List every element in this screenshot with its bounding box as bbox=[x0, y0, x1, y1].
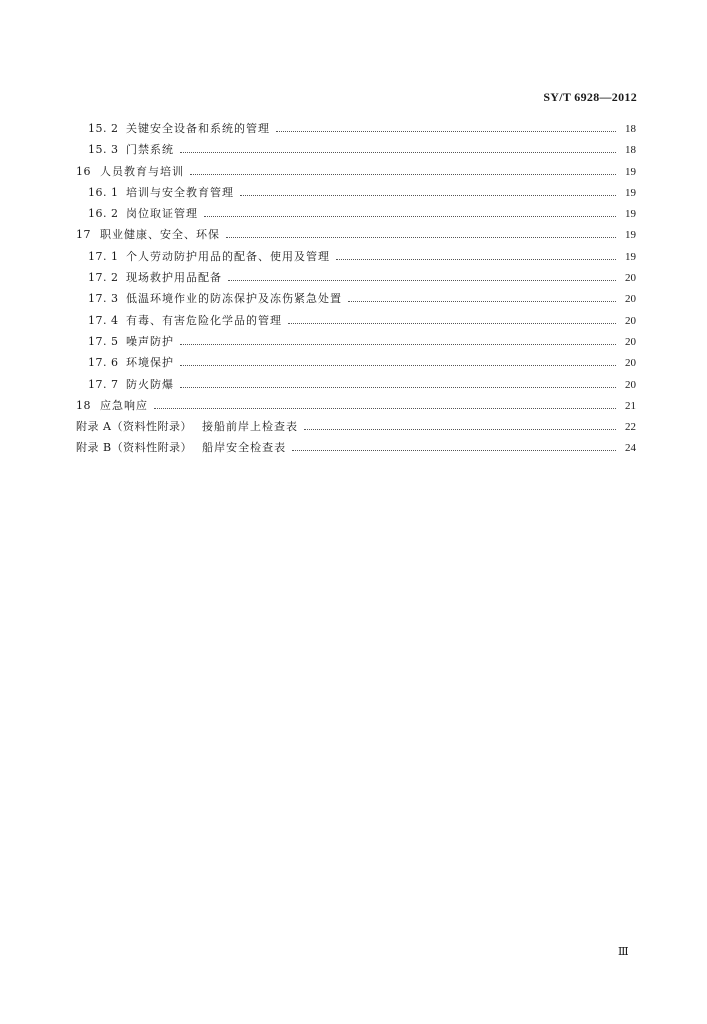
toc-entry-title: 低温环境作业的防冻保护及冻伤紧急处置 bbox=[126, 292, 342, 306]
toc-entry-number: 16 bbox=[76, 164, 91, 178]
toc-entry-title: 岗位取证管理 bbox=[126, 207, 198, 221]
toc-entry-title: 关键安全设备和系统的管理 bbox=[126, 122, 270, 135]
toc-entry bbox=[76, 333, 636, 354]
toc-entry bbox=[76, 226, 636, 247]
toc-entry bbox=[76, 354, 636, 375]
toc-entry-number: 17. 7 bbox=[88, 377, 119, 391]
toc-leader bbox=[180, 343, 616, 345]
toc-entry-number: 18 bbox=[76, 398, 91, 412]
document-code: SY/T 6928—2012 bbox=[543, 90, 637, 104]
toc-entry-title: 门禁系统 bbox=[126, 143, 174, 157]
toc-leader bbox=[304, 428, 616, 430]
toc-leader bbox=[180, 364, 616, 366]
toc-entry bbox=[76, 269, 636, 290]
toc-entry-page: 18 bbox=[625, 123, 636, 135]
toc-entry-number: 15. 2 bbox=[88, 122, 119, 135]
toc-entry-number: 17. 2 bbox=[88, 271, 119, 285]
toc-entry-title: 防火防爆 bbox=[126, 377, 174, 391]
toc-leader bbox=[226, 236, 616, 238]
toc-entry bbox=[76, 120, 636, 141]
toc-entry-page: 21 bbox=[625, 399, 636, 412]
toc-leader bbox=[348, 300, 616, 302]
toc-entry bbox=[76, 248, 636, 269]
toc-entry-number: 17. 1 bbox=[88, 249, 119, 263]
toc-entry-page: 20 bbox=[625, 357, 636, 370]
toc-entry bbox=[76, 163, 636, 184]
toc-entry-page: 19 bbox=[625, 229, 636, 242]
toc-entry-page: 19 bbox=[625, 165, 636, 178]
toc-entry-page: 20 bbox=[625, 378, 636, 391]
toc-appendix-entry bbox=[76, 439, 636, 460]
toc-entry-page: 19 bbox=[625, 208, 636, 221]
toc-entry-title: 应急响应 bbox=[100, 398, 148, 412]
toc-leader bbox=[190, 173, 616, 175]
toc-entry-number: 16. 2 bbox=[88, 207, 119, 221]
toc-leader bbox=[288, 322, 616, 324]
toc-entry-number: 17 bbox=[76, 228, 91, 242]
toc-entry-title: 人员教育与培训 bbox=[100, 164, 184, 178]
toc-entry-title: 接船前岸上检查表 bbox=[201, 420, 298, 434]
toc-entry-page: 20 bbox=[625, 272, 636, 285]
table-of-contents bbox=[76, 120, 636, 461]
toc-leader bbox=[336, 258, 616, 260]
toc-entry-title: 培训与安全教育管理 bbox=[126, 185, 234, 199]
toc-appendix-entry bbox=[76, 418, 636, 439]
toc-entry-page: 18 bbox=[625, 144, 636, 157]
toc-entry bbox=[76, 184, 636, 205]
page-number: Ⅲ bbox=[618, 946, 629, 958]
toc-leader bbox=[240, 194, 616, 196]
toc-leader bbox=[180, 151, 616, 153]
toc-entry-number: 17. 5 bbox=[88, 334, 119, 348]
toc-entry bbox=[76, 290, 636, 311]
toc-entry-number: 16. 1 bbox=[88, 185, 119, 199]
toc-entry-page: 24 bbox=[625, 442, 636, 455]
toc-entry-title: 船岸安全检查表 bbox=[202, 441, 287, 455]
toc-entry-page: 22 bbox=[625, 421, 636, 434]
toc-leader bbox=[180, 386, 616, 388]
toc-entry bbox=[76, 141, 636, 162]
toc-entry-number: 15. 3 bbox=[88, 143, 119, 157]
toc-entry-title: 现场救护用品配备 bbox=[126, 271, 222, 285]
toc-appendix-label: 附录 B（资料性附录） bbox=[76, 441, 193, 455]
toc-entry-page: 19 bbox=[625, 186, 636, 199]
toc-entry-page: 20 bbox=[625, 293, 636, 306]
toc-entry-number: 17. 4 bbox=[88, 313, 119, 327]
toc-entry-title: 有毒、有害危险化学品的管理 bbox=[126, 313, 282, 327]
toc-entry-page: 19 bbox=[625, 250, 636, 263]
toc-entry bbox=[76, 376, 636, 397]
toc-leader bbox=[228, 279, 616, 281]
toc-entry-number: 17. 6 bbox=[88, 356, 119, 370]
toc-entry-title: 噪声防护 bbox=[126, 334, 174, 348]
toc-entry-page: 20 bbox=[625, 314, 636, 327]
toc-entry-title: 环境保护 bbox=[126, 356, 174, 370]
toc-leader bbox=[276, 130, 616, 132]
toc-entry-page: 20 bbox=[625, 335, 636, 348]
toc-leader bbox=[204, 215, 616, 217]
toc-leader bbox=[292, 449, 616, 451]
toc-entry bbox=[76, 205, 636, 226]
toc-entry-title: 职业健康、安全、环保 bbox=[100, 228, 220, 242]
toc-entry-title: 个人劳动防护用品的配备、使用及管理 bbox=[126, 249, 330, 263]
toc-entry-number: 17. 3 bbox=[88, 292, 119, 306]
toc-entry bbox=[76, 397, 636, 418]
toc-appendix-label: 附录 A（资料性附录） bbox=[76, 420, 192, 434]
toc-leader bbox=[154, 407, 616, 409]
toc-entry bbox=[76, 312, 636, 333]
